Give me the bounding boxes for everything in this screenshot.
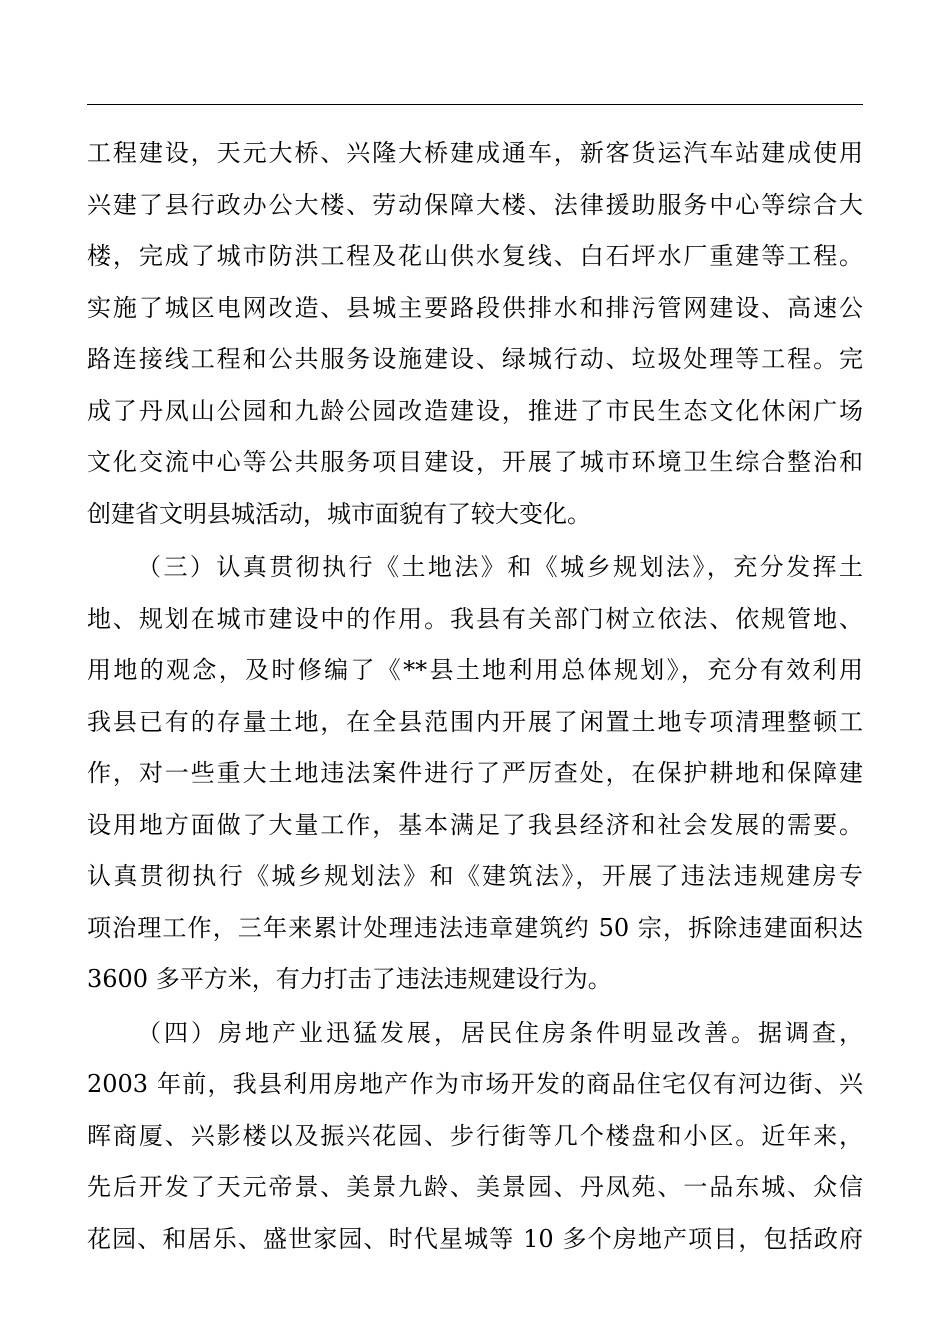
text-line: 2003 年前，我县利用房地产作为市场开发的商品住宅仅有河边街、兴 [87,1070,863,1098]
text-line: 工程建设，天元大桥、兴隆大桥建成通车，新客货运汽车站建成使用 [87,139,863,167]
text-line: 路连接线工程和公共服务设施建设、绿城行动、垃圾处理等工程。完 [87,345,863,373]
text-line: 兴建了县行政办公大楼、劳动保障大楼、法律援助服务中心等综合大 [87,191,863,219]
text-line: 用地的观念，及时修编了《**县土地利用总体规划》，充分有效利用 [87,656,863,684]
text-line: 实施了城区电网改造、县城主要路段供排水和排污管网建设、高速公 [87,294,863,322]
text-line: 作，对一些重大土地违法案件进行了严厉查处，在保护耕地和保障建 [87,759,863,787]
paragraph-heading-4: （四）房地产业迅猛发展，居民住房条件明显改善。据调查， [137,1019,863,1047]
text-line: 3600 多平方米，有力打击了违法违规建设行为。 [87,965,612,993]
text-line: 认真贯彻执行《城乡规划法》和《建筑法》，开展了违法违规建房专 [87,862,863,890]
text-line: 成了丹凤山公园和九龄公园改造建设，推进了市民生态文化休闲广场 [87,397,863,425]
text-line: 设用地方面做了大量工作，基本满足了我县经济和社会发展的需要。 [87,811,863,839]
text-line: 地、规划在城市建设中的作用。我县有关部门树立依法、依规管地、 [87,605,863,633]
text-line: 创建省文明县城活动，城市面貌有了较大变化。 [87,500,591,528]
text-line: 文化交流中心等公共服务项目建设，开展了城市环境卫生综合整治和 [87,448,863,476]
text-line: 先后开发了天元帝景、美景九龄、美景园、丹凤苑、一品东城、众信 [87,1173,863,1201]
paragraph-heading-3: （三）认真贯彻执行《土地法》和《城乡规划法》，充分发挥土 [137,553,863,581]
text-line: 晖商厦、兴影楼以及振兴花园、步行街等几个楼盘和小区。近年来， [87,1122,863,1150]
text-line: 我县已有的存量土地，在全县范围内开展了闲置土地专项清理整顿工 [87,708,863,736]
text-line: 项治理工作，三年来累计处理违法违章建筑约 50 宗，拆除违建面积达 [87,914,863,942]
text-line: 花园、和居乐、盛世家园、时代星城等 10 多个房地产项目，包括政府 [87,1225,863,1253]
header-rule [87,104,863,105]
text-line: 楼，完成了城市防洪工程及花山供水复线、白石坪水厂重建等工程。 [87,242,863,270]
